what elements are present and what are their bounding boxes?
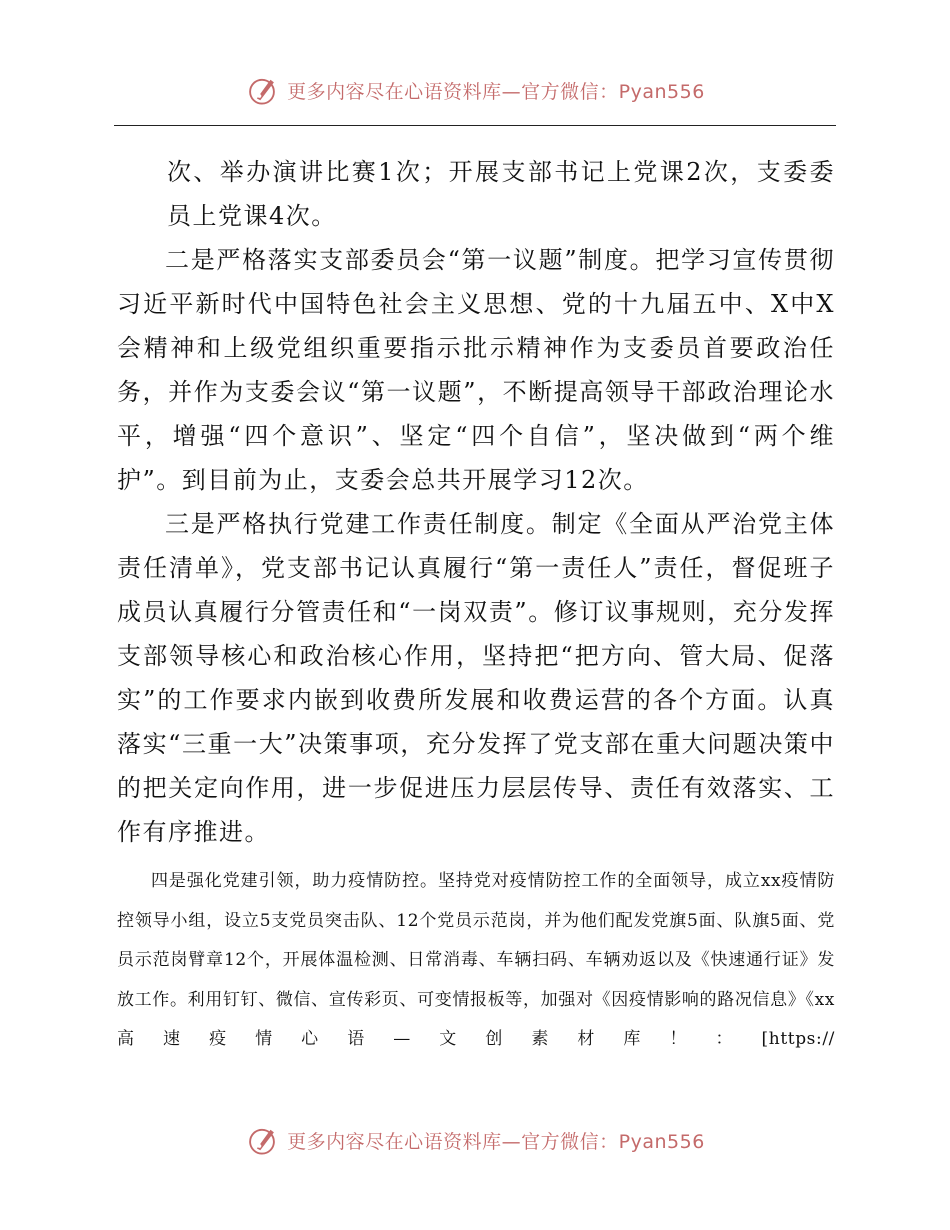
footer-watermark-text: 更多内容尽在心语资料库—官方微信：Pyan556 [287,1130,705,1153]
paragraph-second-item: 二是严格落实支部委员会“第一议题”制度。把学习宣传贯彻习近平新时代中国特色社会主义思想、党的十九届五中、X中X会精神和上级党组织重要指示批示精神作为支委员首要政治任务，并作为支委会议“第一议题”，不断提高领导干部政治理论水平，增强“四个意识”、坚定“四个自信”，坚决做到“两个维护”。到目前为止，支委会总共开展学习12次。 [117,246,835,494]
footer-watermark [0,1120,950,1160]
header-divider [114,125,836,126]
header-watermark [0,70,950,110]
document-body [117,150,835,1060]
pen-logo-icon [245,1123,279,1157]
paragraph-fourth-item: 四是强化党建引领，助力疫情防控。坚持党对疫情防控工作的全面领导，成立xx疫情防控领导小组，设立5支党员突击队、12个党员示范岗，并为他们配发党旗5面、队旗5面、党员示范岗臂章12个，开展体温检测、日常消毒、车辆扫码、车辆劝返以及《快速通行证》发放工作。利用钉钉、微信、宣传彩页、可变情报板等，加强对《因疫情影响的路况信息》《xx高速疫情心语—文创素材库！：[https:// [117,871,835,1049]
paragraph-continuation: 次、举办演讲比赛1次；开展支部书记上党课2次，支委委员上党课4次。 [167,158,835,230]
paragraph-third-item: 三是严格执行党建工作责任制度。制定《全面从严治党主体责任清单》，党支部书记认真履行“第一责任人”责任，督促班子成员认真履行分管责任和“一岗双责”。修订议事规则，充分发挥支部领导核心和政治核心作用，坚持把“把方向、管大局、促落实”的工作要求内嵌到收费所发展和收费运营的各个方面。认真落实“三重一大”决策事项，充分发挥了党支部在重大问题决策中的把关定向作用，进一步促进压力层层传导、责任有效落实、工作有序推进。 [117,510,835,846]
header-watermark-text: 更多内容尽在心语资料库—官方微信：Pyan556 [287,80,705,103]
pen-logo-icon [245,73,279,107]
